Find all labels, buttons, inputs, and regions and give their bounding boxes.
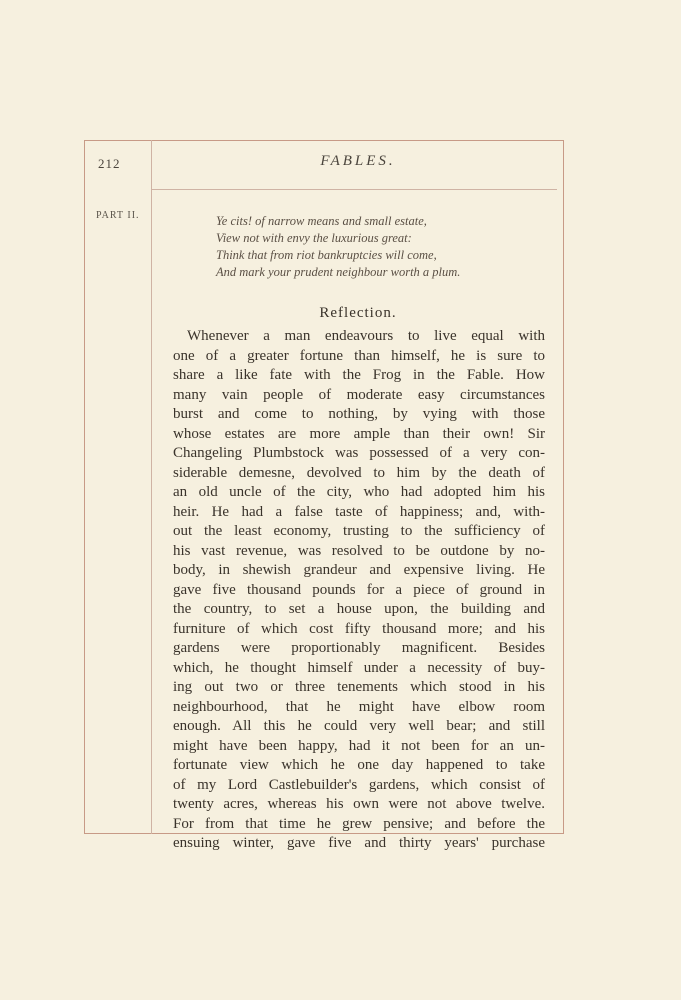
- body-line: siderable demesne, devolved to him by the death of: [173, 464, 545, 481]
- body-line: many vain people of moderate easy circumstances: [173, 386, 545, 403]
- verse-line: Ye cits! of narrow means and small estate,: [216, 214, 427, 228]
- verse-line: Think that from riot bankruptcies will come,: [216, 248, 437, 262]
- page-number: 212: [98, 156, 121, 171]
- body-line: furniture of which cost fifty thousand more; and his: [173, 620, 545, 637]
- section-title: Reflection.: [319, 305, 397, 321]
- header-rule: [152, 189, 557, 190]
- body-line: of my Lord Castlebuilder's gardens, which consist of: [173, 776, 545, 793]
- body-line: ensuing winter, gave five and thirty years' purchase: [173, 835, 545, 851]
- body-line: burst and come to nothing, by vying with those: [173, 406, 545, 422]
- body-line: might have been happy, had it not been for an un-: [173, 737, 545, 754]
- body-line: an old uncle of the city, who had adopted him his: [173, 484, 545, 500]
- body-line: share a like fate with the Frog in the Fable. How: [173, 367, 545, 383]
- body-line: one of a greater fortune than himself, he is sure to: [173, 347, 545, 364]
- body-line: the country, to set a house upon, the building and: [173, 601, 545, 617]
- body-line: neighbourhood, that he might have elbow room: [173, 698, 545, 715]
- body-line: heir. He had a false taste of happiness; and, with-: [173, 503, 545, 520]
- body-line: which, he thought himself under a necessity of buy-: [173, 659, 545, 676]
- body-text: [173, 327, 545, 854]
- body-line: his vast revenue, was resolved to be outdone by no-: [173, 542, 545, 559]
- body-line: twenty acres, whereas his own were not above twelve.: [173, 796, 545, 812]
- body-line: fortunate view which he one day happened to take: [173, 757, 545, 773]
- margin-rule: [151, 140, 152, 834]
- verse-line: And mark your prudent neighbour worth a plum.: [216, 265, 461, 279]
- margin-note: PART II.: [96, 210, 140, 221]
- body-line: Changeling Plumbstock was possessed of a very con-: [173, 445, 545, 461]
- body-line: For from that time he grew pensive; and before the: [173, 815, 545, 832]
- verse-line: View not with envy the luxurious great:: [216, 231, 412, 245]
- body-line: gardens were proportionably magnificent. Besides: [173, 640, 545, 656]
- body-line: out the least economy, trusting to the sufficiency of: [173, 523, 545, 539]
- body-line: ing out two or three tenements which stood in his: [173, 679, 545, 695]
- body-line: body, in shewish grandeur and expensive living. He: [173, 562, 545, 578]
- verse-block: [216, 213, 546, 281]
- body-line: enough. All this he could very well bear; and still: [173, 718, 545, 734]
- body-line: gave five thousand pounds for a piece of ground in: [173, 581, 545, 598]
- body-line: whose estates are more ample than their own! Sir: [173, 425, 545, 442]
- body-line: Whenever a man endeavours to live equal with: [187, 328, 545, 344]
- running-head: FABLES.: [320, 153, 396, 169]
